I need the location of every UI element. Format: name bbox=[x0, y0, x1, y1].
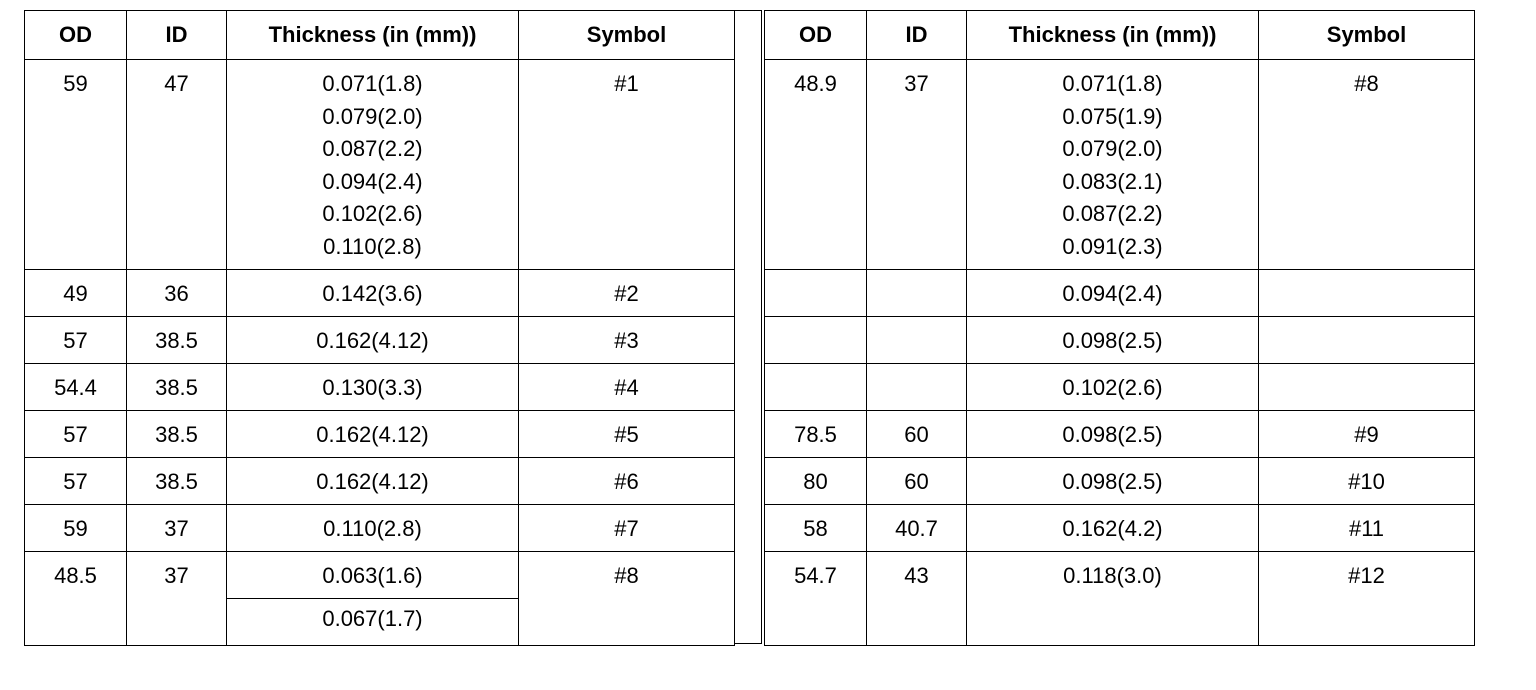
header-row bbox=[25, 11, 735, 60]
od-cell: 57 bbox=[25, 458, 127, 505]
thickness-cell bbox=[967, 364, 1259, 411]
od-cell: 57 bbox=[25, 317, 127, 364]
thickness-value: 0.094(2.4) bbox=[1062, 281, 1163, 306]
thickness-value: 0.079(2.0) bbox=[322, 103, 423, 129]
thickness-cell bbox=[227, 270, 519, 317]
header-od: OD bbox=[25, 11, 127, 60]
right-table bbox=[764, 10, 1475, 646]
symbol-cell: #2 bbox=[519, 270, 735, 317]
id-cell: 40.7 bbox=[867, 505, 967, 552]
thickness-value: 0.098(2.5) bbox=[1062, 469, 1163, 494]
left-table bbox=[24, 10, 735, 646]
od-cell: 54.4 bbox=[25, 364, 127, 411]
symbol-cell: #6 bbox=[519, 458, 735, 505]
od-cell bbox=[765, 270, 867, 317]
thickness-value: 0.098(2.5) bbox=[1062, 422, 1163, 447]
symbol-cell: #8 bbox=[519, 552, 735, 646]
table-row bbox=[765, 458, 1475, 505]
od-cell bbox=[765, 317, 867, 364]
thickness-cell: 0.063(1.6) bbox=[227, 552, 519, 599]
header-thickness: Thickness (in (mm)) bbox=[227, 11, 519, 60]
thickness-value: 0.162(4.12) bbox=[316, 469, 429, 494]
symbol-cell bbox=[1259, 270, 1475, 317]
thickness-value: 0.087(2.2) bbox=[322, 136, 423, 161]
thickness-value: 0.075(1.9) bbox=[1062, 103, 1163, 129]
id-cell: 37 bbox=[127, 505, 227, 552]
symbol-cell: #12 bbox=[1259, 552, 1475, 646]
thickness-cell bbox=[227, 411, 519, 458]
symbol-cell bbox=[1259, 317, 1475, 364]
id-cell: 47 bbox=[127, 60, 227, 270]
thickness-value: 0.091(2.3) bbox=[1062, 233, 1163, 259]
symbol-cell: #4 bbox=[519, 364, 735, 411]
thickness-value: 0.083(2.1) bbox=[1062, 168, 1163, 194]
thickness-value: 0.162(4.2) bbox=[1062, 516, 1163, 541]
table-row bbox=[25, 317, 735, 364]
symbol-cell: #5 bbox=[519, 411, 735, 458]
symbol-cell: #10 bbox=[1259, 458, 1475, 505]
id-cell: 38.5 bbox=[127, 317, 227, 364]
table-row bbox=[765, 411, 1475, 458]
thickness-value: 0.071(1.8) bbox=[322, 71, 423, 96]
table-row bbox=[25, 364, 735, 411]
od-cell: 80 bbox=[765, 458, 867, 505]
symbol-cell bbox=[1259, 364, 1475, 411]
thickness-value: 0.142(3.6) bbox=[322, 281, 423, 306]
od-cell: 48.5 bbox=[25, 552, 127, 646]
header-thickness: Thickness (in (mm)) bbox=[967, 11, 1259, 60]
symbol-cell: #9 bbox=[1259, 411, 1475, 458]
thickness-cell bbox=[967, 552, 1259, 646]
id-cell: 38.5 bbox=[127, 411, 227, 458]
id-cell bbox=[867, 270, 967, 317]
header-id: ID bbox=[867, 11, 967, 60]
header-symbol: Symbol bbox=[1259, 11, 1475, 60]
thickness-cell bbox=[227, 458, 519, 505]
table-row bbox=[765, 552, 1475, 646]
thickness-cell bbox=[227, 60, 519, 270]
thickness-value: 0.130(3.3) bbox=[322, 375, 423, 400]
thickness-value: 0.094(2.4) bbox=[322, 168, 423, 194]
id-cell: 37 bbox=[127, 552, 227, 646]
table-row bbox=[25, 552, 735, 599]
thickness-cell bbox=[967, 317, 1259, 364]
header-symbol: Symbol bbox=[519, 11, 735, 60]
thickness-cell bbox=[967, 60, 1259, 270]
id-cell: 37 bbox=[867, 60, 967, 270]
id-cell: 43 bbox=[867, 552, 967, 646]
table-row bbox=[25, 60, 735, 270]
thickness-value: 0.079(2.0) bbox=[1062, 136, 1163, 161]
id-cell bbox=[867, 364, 967, 411]
symbol-cell: #1 bbox=[519, 60, 735, 270]
table-row bbox=[25, 270, 735, 317]
od-cell: 48.9 bbox=[765, 60, 867, 270]
thickness-value: 0.071(1.8) bbox=[1062, 71, 1163, 96]
thickness-cell bbox=[967, 270, 1259, 317]
thickness-value: 0.102(2.6) bbox=[322, 201, 423, 226]
od-cell: 54.7 bbox=[765, 552, 867, 646]
thickness-cell bbox=[227, 317, 519, 364]
thickness-cell bbox=[227, 364, 519, 411]
od-cell: 57 bbox=[25, 411, 127, 458]
table-row bbox=[765, 364, 1475, 411]
thickness-value: 0.102(2.6) bbox=[1062, 375, 1163, 400]
thickness-cell bbox=[967, 411, 1259, 458]
thickness-cell: 0.067(1.7) bbox=[227, 599, 519, 646]
symbol-cell: #11 bbox=[1259, 505, 1475, 552]
thickness-cell bbox=[227, 505, 519, 552]
header-od: OD bbox=[765, 11, 867, 60]
od-cell: 78.5 bbox=[765, 411, 867, 458]
id-cell: 38.5 bbox=[127, 458, 227, 505]
id-cell: 60 bbox=[867, 411, 967, 458]
thickness-value: 0.162(4.12) bbox=[316, 328, 429, 353]
thickness-value: 0.162(4.12) bbox=[316, 422, 429, 447]
thickness-cell bbox=[967, 458, 1259, 505]
id-cell: 60 bbox=[867, 458, 967, 505]
symbol-cell: #8 bbox=[1259, 60, 1475, 270]
table-row bbox=[25, 505, 735, 552]
symbol-cell: #3 bbox=[519, 317, 735, 364]
id-cell bbox=[867, 317, 967, 364]
header-id: ID bbox=[127, 11, 227, 60]
thickness-value: 0.098(2.5) bbox=[1062, 328, 1163, 353]
table-row bbox=[765, 505, 1475, 552]
od-cell: 59 bbox=[25, 60, 127, 270]
thickness-cell bbox=[967, 505, 1259, 552]
symbol-cell: #7 bbox=[519, 505, 735, 552]
id-cell: 38.5 bbox=[127, 364, 227, 411]
table-row bbox=[765, 60, 1475, 270]
thickness-value: 0.118(3.0) bbox=[1063, 563, 1162, 588]
od-cell bbox=[765, 364, 867, 411]
header-row bbox=[765, 11, 1475, 60]
od-cell: 49 bbox=[25, 270, 127, 317]
table-divider bbox=[734, 10, 762, 644]
od-cell: 58 bbox=[765, 505, 867, 552]
thickness-value: 0.087(2.2) bbox=[1062, 201, 1163, 226]
table-row bbox=[765, 270, 1475, 317]
od-cell: 59 bbox=[25, 505, 127, 552]
table-row bbox=[25, 411, 735, 458]
id-cell: 36 bbox=[127, 270, 227, 317]
thickness-value: 0.110(2.8) bbox=[323, 233, 422, 259]
thickness-value: 0.110(2.8) bbox=[323, 516, 422, 541]
table-row bbox=[25, 458, 735, 505]
table-row bbox=[765, 317, 1475, 364]
